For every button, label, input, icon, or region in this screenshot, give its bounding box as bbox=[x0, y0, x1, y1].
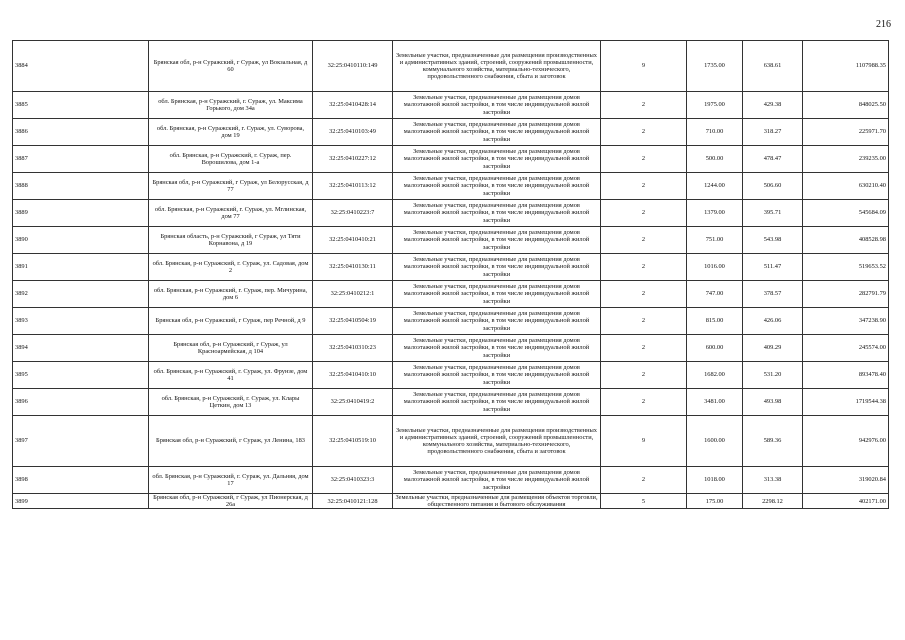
specific-value-cell: 531.20 bbox=[743, 362, 803, 389]
cadastral-number-cell: 32:25:0410410:21 bbox=[313, 227, 393, 254]
area-cell: 1244.00 bbox=[687, 173, 743, 200]
cadastral-value-table bbox=[12, 40, 889, 509]
use-group-cell: 5 bbox=[601, 494, 687, 509]
table-row bbox=[13, 281, 889, 308]
cadastral-value-cell: 942976.00 bbox=[803, 416, 889, 467]
cadastral-value-cell: 1107988.35 bbox=[803, 41, 889, 92]
area-cell: 1975.00 bbox=[687, 92, 743, 119]
land-use-cell: Земельные участки, предназначенные для размещения домов малоэтажной жилой застройки, в том числе индивидуальной жилой застройки bbox=[393, 200, 601, 227]
specific-value-cell: 2298.12 bbox=[743, 494, 803, 509]
table-row bbox=[13, 200, 889, 227]
row-number-cell: 3893 bbox=[13, 308, 149, 335]
land-use-cell: Земельные участки, предназначенные для размещения производственных и административных зданий, строений, сооружений промышленности, коммунального хозяйства, материально-технического, продовольственного снабжения, сбыта и заготовок bbox=[393, 416, 601, 467]
land-use-cell: Земельные участки, предназначенные для размещения домов малоэтажной жилой застройки, в том числе индивидуальной жилой застройки bbox=[393, 227, 601, 254]
area-cell: 1682.00 bbox=[687, 362, 743, 389]
cadastral-number-cell: 32:25:0410121:128 bbox=[313, 494, 393, 509]
address-cell: обл. Брянская, р-н Суражский, г. Сураж, пер. Ворошилова, дом 1-а bbox=[149, 146, 313, 173]
table-row bbox=[13, 308, 889, 335]
land-use-cell: Земельные участки, предназначенные для размещения домов малоэтажной жилой застройки, в том числе индивидуальной жилой застройки bbox=[393, 308, 601, 335]
land-use-cell: Земельные участки, предназначенные для размещения домов малоэтажной жилой застройки, в том числе индивидуальной жилой застройки bbox=[393, 173, 601, 200]
specific-value-cell: 426.06 bbox=[743, 308, 803, 335]
address-cell: Брянская обл, р-н Суражский, г Сураж, ул Ленина, 183 bbox=[149, 416, 313, 467]
specific-value-cell: 409.29 bbox=[743, 335, 803, 362]
table-row bbox=[13, 335, 889, 362]
area-cell: 500.00 bbox=[687, 146, 743, 173]
table-row bbox=[13, 41, 889, 92]
table-row bbox=[13, 416, 889, 467]
address-cell: обл. Брянская, р-н Суражский, г. Сураж, ул. Фрунзе, дом 41 bbox=[149, 362, 313, 389]
address-cell: обл. Брянская, р-н Суражский, г. Сураж, ул. Мглинская, дом 77 bbox=[149, 200, 313, 227]
land-use-cell: Земельные участки, предназначенные для размещения домов малоэтажной жилой застройки, в том числе индивидуальной жилой застройки bbox=[393, 389, 601, 416]
address-cell: обл. Брянская, р-н Суражский, г. Сураж, ул. Максима Горького, дом 34а bbox=[149, 92, 313, 119]
specific-value-cell: 313.38 bbox=[743, 467, 803, 494]
address-cell: обл. Брянская, р-н Суражский, г. Сураж, пер. Мичурина, дом 6 bbox=[149, 281, 313, 308]
table-row bbox=[13, 173, 889, 200]
table-row bbox=[13, 362, 889, 389]
address-cell: обл. Брянская, р-н Суражский, г. Сураж, ул. Дальняя, дом 17 bbox=[149, 467, 313, 494]
cadastral-number-cell: 32:25:0410103:49 bbox=[313, 119, 393, 146]
page-number: 216 bbox=[876, 19, 891, 30]
cadastral-value-cell: 893478.40 bbox=[803, 362, 889, 389]
cadastral-number-cell: 32:25:0410130:11 bbox=[313, 254, 393, 281]
land-use-cell: Земельные участки, предназначенные для размещения домов малоэтажной жилой застройки, в том числе индивидуальной жилой застройки bbox=[393, 146, 601, 173]
row-number-cell: 3889 bbox=[13, 200, 149, 227]
row-number-cell: 3896 bbox=[13, 389, 149, 416]
cadastral-value-cell: 848025.50 bbox=[803, 92, 889, 119]
cadastral-value-cell: 1719544.38 bbox=[803, 389, 889, 416]
cadastral-number-cell: 32:25:0410223:7 bbox=[313, 200, 393, 227]
table-body bbox=[13, 41, 889, 509]
cadastral-number-cell: 32:25:0410504:19 bbox=[313, 308, 393, 335]
cadastral-number-cell: 32:25:0410227:12 bbox=[313, 146, 393, 173]
specific-value-cell: 506.60 bbox=[743, 173, 803, 200]
specific-value-cell: 543.98 bbox=[743, 227, 803, 254]
specific-value-cell: 478.47 bbox=[743, 146, 803, 173]
address-cell: Брянская обл, р-н Суражский, г Сураж, пер Речной, д 9 bbox=[149, 308, 313, 335]
cadastral-value-cell: 239235.00 bbox=[803, 146, 889, 173]
cadastral-number-cell: 32:25:0410310:23 bbox=[313, 335, 393, 362]
area-cell: 1018.00 bbox=[687, 467, 743, 494]
land-use-cell: Земельные участки, предназначенные для размещения домов малоэтажной жилой застройки, в том числе индивидуальной жилой застройки bbox=[393, 119, 601, 146]
area-cell: 710.00 bbox=[687, 119, 743, 146]
address-cell: Брянская обл, р-н Суражский, г Сураж, ул Вокзальная, д 60 bbox=[149, 41, 313, 92]
use-group-cell: 2 bbox=[601, 308, 687, 335]
land-use-cell: Земельные участки, предназначенные для размещения домов малоэтажной жилой застройки, в том числе индивидуальной жилой застройки bbox=[393, 254, 601, 281]
use-group-cell: 2 bbox=[601, 281, 687, 308]
cadastral-number-cell: 32:25:0410419:2 bbox=[313, 389, 393, 416]
cadastral-value-cell: 245574.00 bbox=[803, 335, 889, 362]
area-cell: 751.00 bbox=[687, 227, 743, 254]
row-number-cell: 3890 bbox=[13, 227, 149, 254]
row-number-cell: 3886 bbox=[13, 119, 149, 146]
use-group-cell: 2 bbox=[601, 467, 687, 494]
cadastral-value-cell: 519653.52 bbox=[803, 254, 889, 281]
row-number-cell: 3888 bbox=[13, 173, 149, 200]
use-group-cell: 2 bbox=[601, 362, 687, 389]
address-cell: обл. Брянская, р-н Суражский, г. Сураж, ул. Садовая, дом 2 bbox=[149, 254, 313, 281]
use-group-cell: 2 bbox=[601, 254, 687, 281]
specific-value-cell: 493.98 bbox=[743, 389, 803, 416]
area-cell: 1379.00 bbox=[687, 200, 743, 227]
land-use-cell: Земельные участки, предназначенные для размещения производственных и административных зданий, строений, сооружений промышленности, коммунального хозяйства, материально-технического, продовольственного снабжения, сбыта и заготовок bbox=[393, 41, 601, 92]
cadastral-number-cell: 32:25:0410519:10 bbox=[313, 416, 393, 467]
cadastral-value-cell: 319020.84 bbox=[803, 467, 889, 494]
land-use-cell: Земельные участки, предназначенные для размещения домов малоэтажной жилой застройки, в том числе индивидуальной жилой застройки bbox=[393, 281, 601, 308]
land-use-cell: Земельные участки, предназначенные для размещения домов малоэтажной жилой застройки, в том числе индивидуальной жилой застройки bbox=[393, 335, 601, 362]
address-cell: Брянская обл, р-н Суражский, г Сураж, ул Белорусская, д 77 bbox=[149, 173, 313, 200]
use-group-cell: 2 bbox=[601, 146, 687, 173]
use-group-cell: 9 bbox=[601, 41, 687, 92]
cadastral-value-cell: 402171.00 bbox=[803, 494, 889, 509]
specific-value-cell: 429.38 bbox=[743, 92, 803, 119]
row-number-cell: 3891 bbox=[13, 254, 149, 281]
specific-value-cell: 638.61 bbox=[743, 41, 803, 92]
area-cell: 175.00 bbox=[687, 494, 743, 509]
specific-value-cell: 378.57 bbox=[743, 281, 803, 308]
table-row bbox=[13, 467, 889, 494]
area-cell: 815.00 bbox=[687, 308, 743, 335]
use-group-cell: 2 bbox=[601, 92, 687, 119]
use-group-cell: 2 bbox=[601, 389, 687, 416]
row-number-cell: 3887 bbox=[13, 146, 149, 173]
row-number-cell: 3897 bbox=[13, 416, 149, 467]
cadastral-value-cell: 282791.79 bbox=[803, 281, 889, 308]
cadastral-number-cell: 32:25:0410410:10 bbox=[313, 362, 393, 389]
table-row bbox=[13, 389, 889, 416]
land-use-cell: Земельные участки, предназначенные для размещения объектов торговли, общественного питания и бытового обслуживания bbox=[393, 494, 601, 509]
cadastral-number-cell: 32:25:0410323:3 bbox=[313, 467, 393, 494]
area-cell: 747.00 bbox=[687, 281, 743, 308]
row-number-cell: 3884 bbox=[13, 41, 149, 92]
specific-value-cell: 589.36 bbox=[743, 416, 803, 467]
use-group-cell: 2 bbox=[601, 335, 687, 362]
address-cell: Брянская область, р-н Суражский, г Сураж, ул Тяти Корнавона, д 19 bbox=[149, 227, 313, 254]
cadastral-value-cell: 347238.90 bbox=[803, 308, 889, 335]
row-number-cell: 3892 bbox=[13, 281, 149, 308]
cadastral-value-cell: 545684.09 bbox=[803, 200, 889, 227]
area-cell: 1016.00 bbox=[687, 254, 743, 281]
address-cell: Брянская обл, р-н Суражский, г Сураж, ул Пионерская, д 26а bbox=[149, 494, 313, 509]
area-cell: 3481.00 bbox=[687, 389, 743, 416]
row-number-cell: 3894 bbox=[13, 335, 149, 362]
area-cell: 1735.00 bbox=[687, 41, 743, 92]
area-cell: 600.00 bbox=[687, 335, 743, 362]
land-use-cell: Земельные участки, предназначенные для размещения домов малоэтажной жилой застройки, в том числе индивидуальной жилой застройки bbox=[393, 467, 601, 494]
cadastral-value-cell: 408528.98 bbox=[803, 227, 889, 254]
cadastral-number-cell: 32:25:0410113:12 bbox=[313, 173, 393, 200]
cadastral-value-cell: 630210.40 bbox=[803, 173, 889, 200]
table-row bbox=[13, 146, 889, 173]
land-use-cell: Земельные участки, предназначенные для размещения домов малоэтажной жилой застройки, в том числе индивидуальной жилой застройки bbox=[393, 92, 601, 119]
specific-value-cell: 318.27 bbox=[743, 119, 803, 146]
cadastral-number-cell: 32:25:0410212:1 bbox=[313, 281, 393, 308]
land-use-cell: Земельные участки, предназначенные для размещения домов малоэтажной жилой застройки, в том числе индивидуальной жилой застройки bbox=[393, 362, 601, 389]
row-number-cell: 3898 bbox=[13, 467, 149, 494]
area-cell: 1600.00 bbox=[687, 416, 743, 467]
table-row bbox=[13, 494, 889, 509]
row-number-cell: 3899 bbox=[13, 494, 149, 509]
use-group-cell: 9 bbox=[601, 416, 687, 467]
table-row bbox=[13, 254, 889, 281]
cadastral-value-cell: 225971.70 bbox=[803, 119, 889, 146]
row-number-cell: 3895 bbox=[13, 362, 149, 389]
cadastral-number-cell: 32:25:0410110:149 bbox=[313, 41, 393, 92]
specific-value-cell: 395.71 bbox=[743, 200, 803, 227]
address-cell: Брянская обл, р-н Суражский, г Сураж, ул Красноармейская, д 104 bbox=[149, 335, 313, 362]
table-row bbox=[13, 92, 889, 119]
cadastral-number-cell: 32:25:0410428:14 bbox=[313, 92, 393, 119]
use-group-cell: 2 bbox=[601, 119, 687, 146]
table-row bbox=[13, 227, 889, 254]
use-group-cell: 2 bbox=[601, 200, 687, 227]
address-cell: обл. Брянская, р-н Суражский, г. Сураж, ул. Суворова, дом 19 bbox=[149, 119, 313, 146]
table-row bbox=[13, 119, 889, 146]
row-number-cell: 3885 bbox=[13, 92, 149, 119]
specific-value-cell: 511.47 bbox=[743, 254, 803, 281]
address-cell: обл. Брянская, р-н Суражский, г. Сураж, ул. Клары Цеткин, дом 13 bbox=[149, 389, 313, 416]
use-group-cell: 2 bbox=[601, 173, 687, 200]
use-group-cell: 2 bbox=[601, 227, 687, 254]
